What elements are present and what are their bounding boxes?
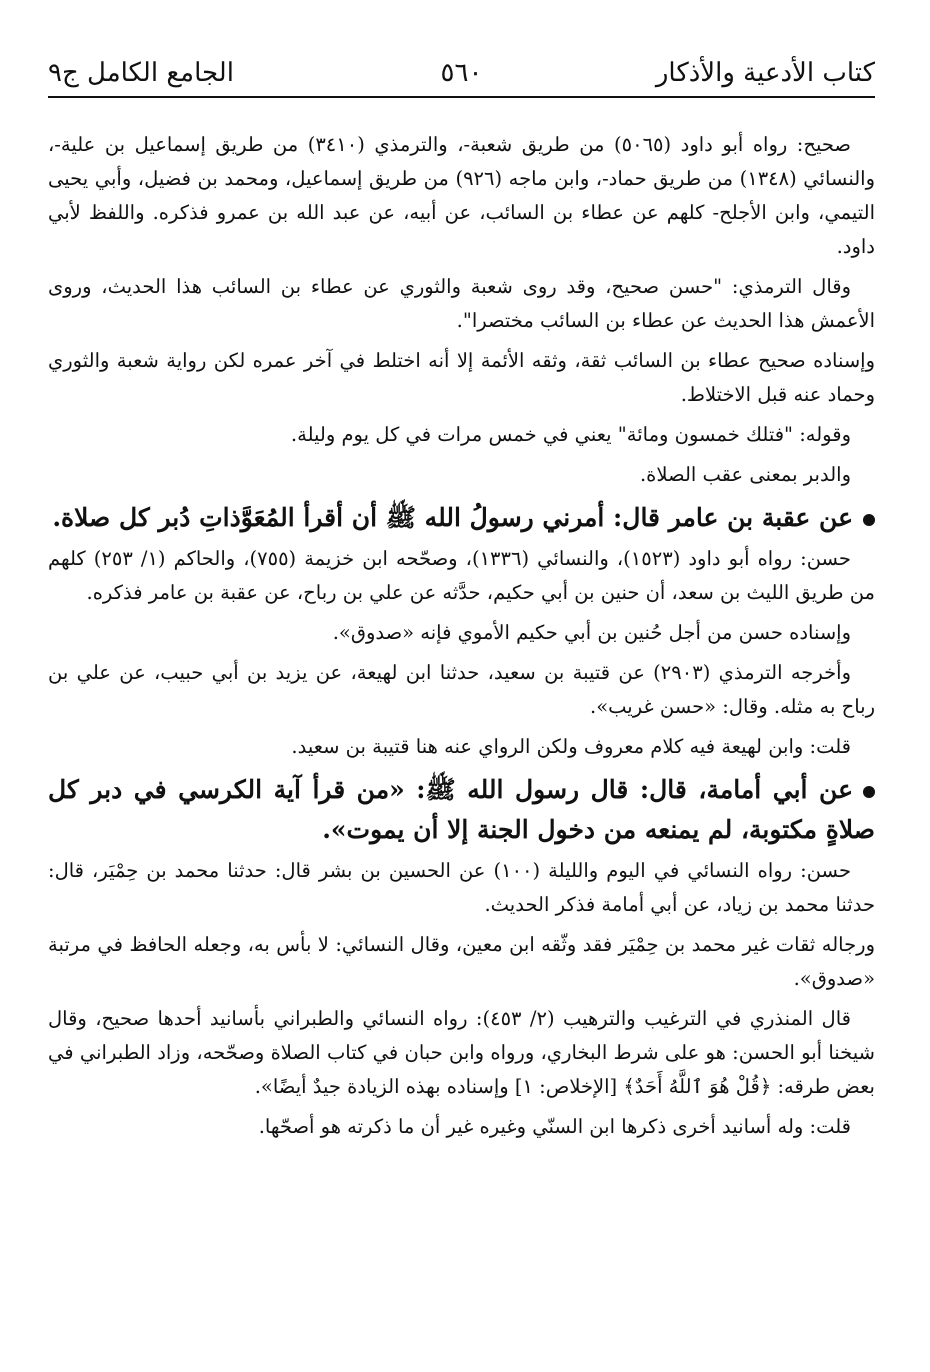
hadith-text: [48, 770, 875, 850]
isnad-note: وإسناده صحيح عطاء بن السائب ثقة، وثقه الأئمة إلا أنه اختلط في آخر عمره لكن رواية شعبة والثوري وحماد عنه قبل الاختلاط.: [48, 349, 875, 406]
isnad-note: وإسناده حسن من أجل حُنين بن أبي حكيم الأموي فإنه «صدوق».: [332, 621, 851, 644]
header-rule: [48, 96, 875, 98]
comment-paragraph: قلت: وابن لهيعة فيه كلام معروف ولكن الرواي عنه هنا قتيبة بن سعيد.: [291, 735, 851, 758]
bullet-icon: [863, 514, 875, 526]
takhrij-paragraph: حسن: رواه النسائي في اليوم والليلة (١٠٠) عن الحسين بن بشر قال: حدثنا محمد بن حِمْيَر، قال: حدثنا محمد بن زياد، عن أبي أمامة فذكر الحديث.: [48, 859, 875, 916]
mundhiri-quote: قال المنذري في الترغيب والترهيب (٢/ ٤٥٣): رواه النسائي والطبراني بأسانيد أحدها صحيح، وقال شيخنا أبو الحسن: هو على شرط البخاري، ورواه وابن حبان في كتاب الصلاة وصحّحه، وزاد الطبراني في بعض طرقه: ﴿قُلْ هُوَ ٱللَّهُ أَحَدٌ﴾ [الإخلاص: ١] وإسناده بهذه الزيادة جيدٌ أيضًا».: [48, 1007, 875, 1098]
page-body: [48, 128, 875, 1144]
takhrij-paragraph: صحيح: رواه أبو داود (٥٠٦٥) من طريق شعبة-، والترمذي (٣٤١٠) من طريق إسماعيل بن علية-، والنسائي (١٣٤٨) من طريق حماد-، وابن ماجه (٩٢٦) من طريق إسماعيل، ومحمد بن فضيل، وأبي يحيى التيمي، وابن الأجلح- كلهم عن عطاء بن السائب، عن أبيه، عن عبد الله بن عمرو فذكره. واللفظ لأبي داود.: [48, 133, 875, 258]
explanation-paragraph: وقوله: "فتلك خمسون ومائة" يعني في خمس مرات في كل يوم وليلة.: [290, 423, 851, 446]
hadith-text-content: عن أبي أمامة، قال: قال رسول الله ﷺ: «من قرأ آية الكرسي في دبر كل صلاةٍ مكتوبة، لم يمنعه من دخول الجنة إلا أن يموت».: [48, 775, 875, 844]
takhrij-paragraph: وأخرجه الترمذي (٢٩٠٣) عن قتيبة بن سعيد، حدثنا ابن لهيعة، عن يزيد بن أبي حبيب، عن علي بن رباح به مثله. وقال: «حسن غريب».: [48, 661, 875, 718]
tirmidhi-quote: وقال الترمذي: "حسن صحيح، وقد روى شعبة والثوري عن عطاء بن السائب هذا الحديث، وروى الأعمش هذا الحديث عن عطاء بن السائب مختصرا".: [48, 275, 875, 332]
bullet-icon: [863, 786, 875, 798]
hadith-text-content: عن عقبة بن عامر قال: أمرني رسولُ الله ﷺ أن أقرأ المُعَوَّذاتِ دُبر كل صلاة.: [52, 503, 853, 532]
book-title: كتاب الأدعية والأذكار: [655, 58, 875, 88]
hadith-text: [48, 498, 875, 538]
page-header: [48, 0, 875, 100]
comment-paragraph: قلت: وله أسانيد أخرى ذكرها ابن السنّي وغيره غير أن ما ذكرته هو أصحّها.: [258, 1115, 851, 1138]
isnad-note: ورجاله ثقات غير محمد بن حِمْيَر فقد وثّقه ابن معين، وقال النسائي: لا بأس به، وجعله الحافظ في مرتبة «صدوق».: [48, 933, 875, 990]
takhrij-paragraph: حسن: رواه أبو داود (١٥٢٣)، والنسائي (١٣٣٦)، وصحّحه ابن خزيمة (٧٥٥)، والحاكم (١/ ٢٥٣) كلهم من طريق الليث بن سعد، أن حنين بن أبي حكيم، حدَّثه عن علي بن رباح، عن عقبة بن عامر فذكره.: [48, 547, 875, 604]
collection-title: الجامع الكامل ج٩: [48, 58, 234, 88]
page-number: ٥٦٠: [440, 58, 483, 88]
explanation-paragraph: والدبر بمعنى عقب الصلاة.: [639, 463, 851, 486]
